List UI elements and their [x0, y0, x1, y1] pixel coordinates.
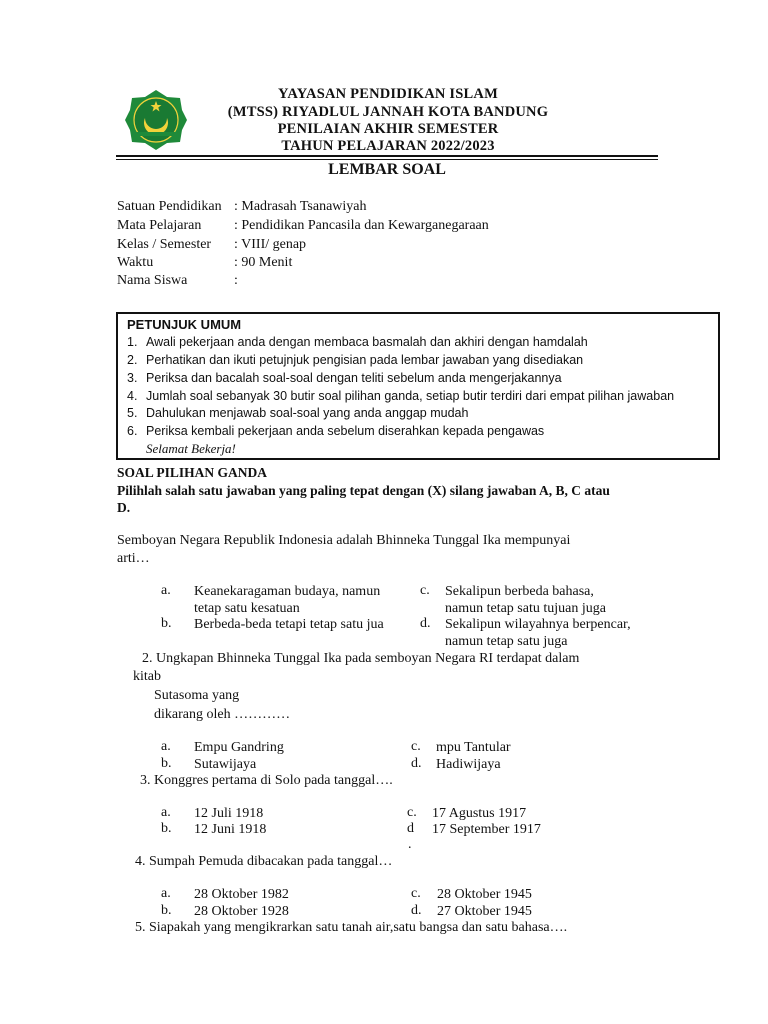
instruction-number: 1. [127, 335, 138, 349]
option-c-label: c. [411, 886, 421, 901]
option-a-label: a. [161, 886, 171, 901]
identity-label: Kelas / Semester [117, 237, 212, 252]
option-a-text-cont: tetap satu kesatuan [194, 601, 300, 616]
option-b[interactable]: Sutawijaya [194, 757, 257, 772]
identity-value: : [234, 273, 238, 288]
option-b-label: b. [161, 903, 172, 918]
instruction-text: Perhatikan dan ikuti petujnjuk pengisian pada lembar jawaban yang disediakan [146, 353, 584, 367]
question-2-text-cont: kitab [133, 669, 161, 684]
question-5-text: 5. Siapakah yang mengikrarkan satu tanah air,satu bangsa dan satu bahasa…. [135, 920, 568, 935]
instruction-text: Jumlah soal sebanyak 30 butir soal pilihan ganda, setiap butir terdiri dari empat pilihan jawaban [146, 389, 675, 403]
instructions-title: PETUNJUK UMUM [127, 317, 242, 332]
instruction-text: Awali pekerjaan anda dengan membaca basmalah dan akhiri dengan hamdalah [146, 335, 588, 349]
option-d-label: d. [420, 616, 431, 631]
option-d[interactable]: 27 Oktober 1945 [437, 904, 532, 919]
instruction-text: Periksa kembali pekerjaan anda sebelum diserahkan kepada pengawas [146, 424, 545, 438]
instruction-text: Periksa dan bacalah soal-soal dengan teliti sebelum anda mengerjakannya [146, 371, 562, 385]
section-title: SOAL PILIHAN GANDA [117, 465, 268, 480]
closing-greeting: Selamat Bekerja! [146, 441, 236, 456]
option-a[interactable] [194, 583, 380, 617]
header-divider-thin [116, 159, 658, 160]
option-b-label: b. [161, 756, 172, 771]
option-b-label: b. [161, 616, 172, 631]
option-b[interactable]: 28 Oktober 1928 [194, 904, 289, 919]
instruction-number: 4. [127, 389, 138, 403]
identity-label: Satuan Pendidikan [117, 199, 222, 214]
option-c-label: c. [420, 583, 430, 598]
option-c[interactable]: 28 Oktober 1945 [437, 887, 532, 902]
option-d-text-cont: namun tetap satu juga [445, 634, 568, 649]
identity-label: Waktu [117, 255, 154, 270]
identity-value: : Madrasah Tsanawiyah [234, 199, 367, 214]
page-title: LEMBAR SOAL [328, 161, 446, 178]
option-c-label: c. [411, 739, 421, 754]
option-d[interactable]: Hadiwijaya [436, 757, 501, 772]
identity-label: Mata Pelajaran [117, 218, 202, 233]
option-d-label: d [407, 821, 414, 836]
question-1-text-cont: arti… [117, 551, 150, 566]
identity-value: : VIII/ genap [234, 237, 307, 252]
option-d[interactable]: 17 September 1917 [432, 822, 541, 837]
option-c-text: Sekalipun berbeda bahasa, [445, 584, 594, 599]
option-a-label: a. [161, 583, 171, 598]
instruction-number: 2. [127, 353, 138, 367]
option-d-text: Sekalipun wilayahnya berpencar, [445, 617, 631, 632]
instruction-number: 5. [127, 406, 138, 420]
option-c-label: c. [407, 805, 417, 820]
option-c[interactable]: mpu Tantular [436, 740, 511, 755]
option-a-label: a. [161, 805, 171, 820]
school-name: (MTSS) RIYADLUL JANNAH KOTA BANDUNG [227, 104, 549, 120]
instruction-number: 3. [127, 371, 138, 385]
question-4-text: 4. Sumpah Pemuda dibacakan pada tanggal… [135, 854, 393, 869]
option-b-label: b. [161, 821, 172, 836]
option-c-text-cont: namun tetap satu tujuan juga [445, 601, 606, 616]
option-a[interactable]: Empu Gandring [194, 740, 284, 755]
header-divider [116, 155, 658, 157]
foundation-name: YAYASAN PENDIDIKAN ISLAM [278, 86, 498, 102]
identity-label: Nama Siswa [117, 273, 188, 288]
academic-year: TAHUN PELAJARAN 2022/2023 [281, 138, 495, 154]
identity-value: : 90 Menit [234, 255, 293, 270]
question-2-text-cont: dikarang oleh ………… [154, 707, 291, 722]
option-d[interactable] [445, 616, 631, 650]
question-3-text: 3. Konggres pertama di Solo pada tanggal…. [140, 773, 393, 788]
option-c[interactable]: 17 Agustus 1917 [432, 806, 527, 821]
section-instruction: Pilihlah salah satu jawaban yang paling tepat dengan (X) silang jawaban A, B, C atau [117, 483, 610, 498]
exam-name: PENILAIAN AKHIR SEMESTER [277, 121, 499, 137]
stray-period: . [408, 837, 412, 852]
section-instruction-cont: D. [117, 500, 131, 515]
option-d-label: d. [411, 756, 422, 771]
option-c[interactable] [445, 583, 606, 617]
option-d-label: d. [411, 903, 422, 918]
instruction-number: 6. [127, 424, 138, 438]
option-a[interactable]: 28 Oktober 1982 [194, 887, 289, 902]
option-a[interactable]: 12 Juli 1918 [194, 806, 264, 821]
identity-value: : Pendidikan Pancasila dan Kewarganegaraan [234, 218, 489, 233]
option-b[interactable]: Berbeda-beda tetapi tetap satu jua [194, 617, 384, 632]
question-2-text: 2. Ungkapan Bhinneka Tunggal Ika pada semboyan Negara RI terdapat dalam [142, 651, 580, 666]
option-b[interactable]: 12 Juni 1918 [194, 822, 267, 837]
instruction-text: Dahulukan menjawab soal-soal yang anda anggap mudah [146, 406, 469, 420]
school-emblem-icon [124, 88, 188, 152]
question-2-text-cont: Sutasoma yang [154, 688, 240, 703]
option-a-text: Keanekaragaman budaya, namun [194, 584, 381, 599]
option-a-label: a. [161, 739, 171, 754]
question-1-text: Semboyan Negara Republik Indonesia adalah Bhinneka Tunggal Ika mempunyai [117, 533, 571, 548]
